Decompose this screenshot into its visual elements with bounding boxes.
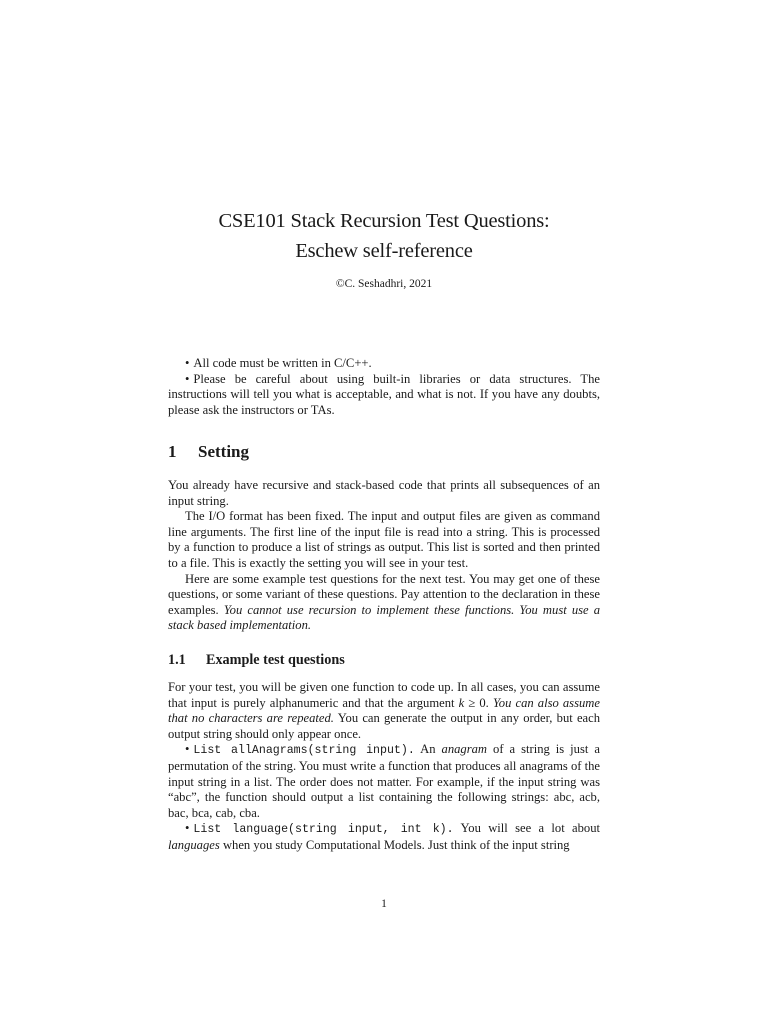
questions-intro-text-b: You can generate the output in any order, but each output string should only appear once. [168,711,601,741]
bullet-icon: • [185,821,190,836]
subsection-title: Example test questions [206,651,345,668]
anagram-text-b: of a string is just a permutation of the string. You must write a function that produces all anagrams of the input string in a list. The order does not matter. For example, if the input string was “abc”, the function should output a list containing the following strings: abc, acb, bac, bca, cab, cba. [168,742,600,820]
bullet-icon: • [185,356,190,370]
rule-item-2-text: Please be careful about using built-in libraries or data structures. The instructions will tell you what is acceptable, and what is not. If you have any doubts, please ask the instructors or TAs. [168,371,600,417]
language-text-b: when you study Computational Models. Just think of the input string [222,837,570,852]
math-variable-k: k [458,695,465,710]
rules-block [168,356,600,418]
title-block [0,206,768,290]
math-relation: ≥ 0. [468,695,489,710]
section-heading [168,440,600,464]
bullet-icon: • [185,371,190,386]
rule-item-2 [168,372,600,419]
language-emphasis: languages [168,837,220,852]
setting-paragraph-3-emphasis: You cannot use recursion to implement these functions. You must use a stack based implementation. [168,602,600,633]
rule-item-1-text: All code must be written in C/C++. [193,356,372,370]
page-number: 1 [381,898,387,910]
anagram-text-a: An [420,742,436,757]
title-line-1: CSE101 Stack Recursion Test Questions: [218,210,550,232]
section-setting [168,440,600,853]
anagram-emphasis: anagram [441,742,488,757]
setting-paragraph-1: You already have recursive and stack-based code that prints all subsequences of an input string. [168,478,600,508]
setting-paragraph-2: The I/O format has been fixed. The input and output files are given as command line arguments. The first line of the input file is read into a string. This is processed by a function to produce a list of strings as output. This list is sorted and then printed to a file. This is exactly the setting you will see in your test. [168,509,600,570]
rule-item-1 [168,356,600,372]
questions-intro [168,680,600,742]
setting-paragraph-3 [168,572,600,634]
setting-paragraph-3-text: Here are some example test questions for the next test. You may get one of these questions, or some variant of these questions. Pay attention to the declaration in these examples. [168,571,600,617]
title-line-2: Eschew self-reference [295,240,473,262]
question-item-language [168,821,600,853]
code-all-anagrams: List allAnagrams(string input). [193,744,415,758]
code-language: List language(string input, int k). [193,823,454,837]
author-line: ©C. Seshadhri, 2021 [335,278,433,290]
question-item-anagrams [168,742,600,821]
questions-intro-emphasis: You can also assume that no characters are repeated. [168,695,600,726]
bullet-icon: • [185,742,190,757]
questions-intro-text-a: For your test, you will be given one function to code up. In all cases, you can assume that input is purely alphanumeric and that the argument [168,679,600,710]
subsection-number: 1.1 [168,651,186,668]
section-title: Setting [198,442,249,461]
subsection-heading [168,650,600,670]
section-number: 1 [168,442,177,461]
language-text-a: You will see a lot about [460,821,600,836]
